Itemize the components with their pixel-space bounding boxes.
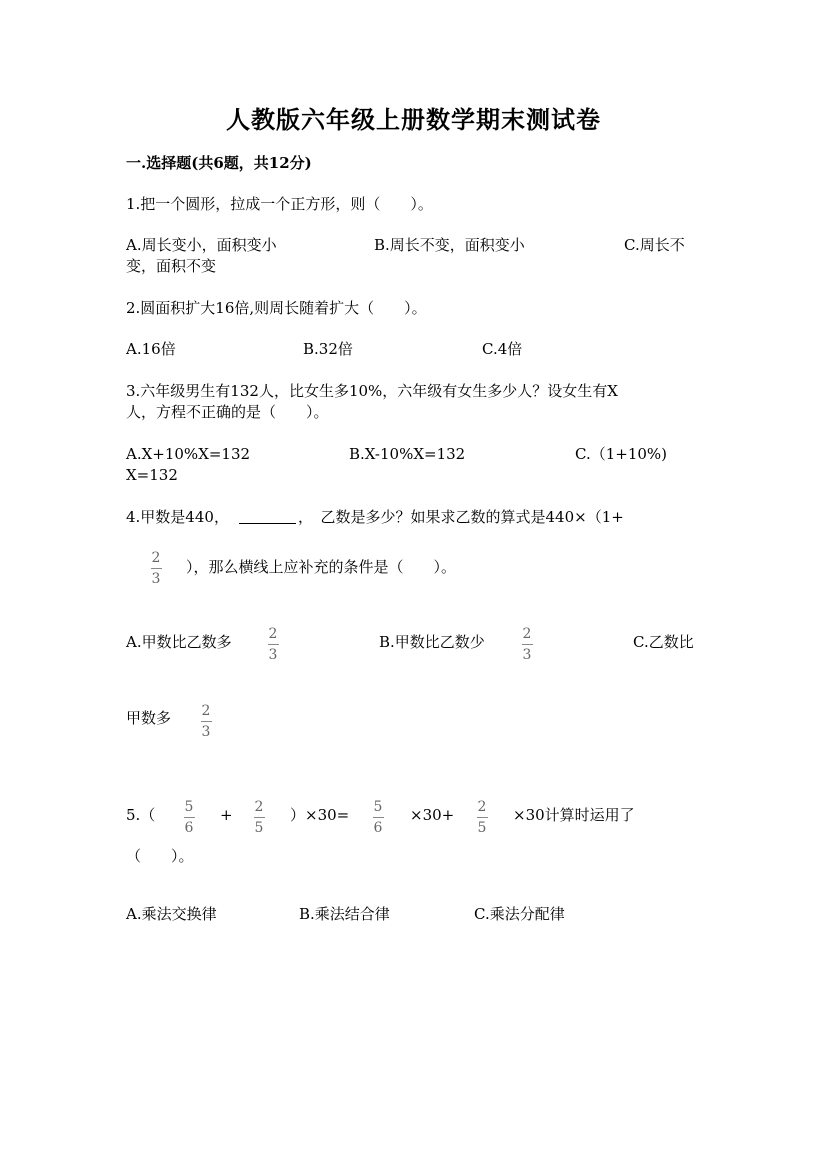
q4-option-c-fraction [199,704,213,739]
fraction-denominator: 3 [268,647,278,663]
q1-stem: 1.把一个圆形，拉成一个正方形，则（ ）。 [126,195,433,213]
q4-stem-part2: ， 乙数是多少？如果求乙数的算式是440×（1+ [298,508,624,526]
fraction-bar [268,644,279,645]
q3-option-c[interactable]: C.（1+10%) [575,445,668,463]
page-title: 人教版六年级上册数学期末测试卷 [226,105,601,134]
q5-fraction-2 [252,800,266,835]
fraction-denominator: 3 [201,724,211,740]
q3-option-b[interactable]: B.X-10%X=132 [349,445,466,463]
q4-stem-line2: ），那么横线上应补充的条件是（ ）。 [186,558,457,576]
fraction-bar [522,644,533,645]
fraction-numerator: 2 [522,626,532,642]
q3-option-c-continued: X=132 [126,466,178,484]
section-heading: 一.选择题(共6题，共12分) [126,154,312,172]
q3-stem-line1: 3.六年级男生有132人，比女生多10%，六年级有女生多少人？设女生有X [126,382,618,400]
q4-option-c[interactable]: C.乙数比 [633,633,694,651]
fraction-numerator: 2 [254,799,264,815]
fraction-bar [373,817,384,818]
fraction-numerator: 2 [268,626,278,642]
q1-option-b[interactable]: B.周长不变，面积变小 [374,236,525,254]
fraction-bar [184,817,195,818]
fraction-denominator: 6 [373,820,383,836]
q2-option-b[interactable]: B.32倍 [303,340,353,358]
q5-fraction-1 [182,800,196,835]
q4-option-a-fraction [266,627,280,662]
fraction-denominator: 3 [151,571,161,587]
fraction-numerator: 2 [201,703,211,719]
q4-option-a[interactable]: A.甲数比乙数多 [126,633,232,651]
fraction-bar [254,817,265,818]
q2-stem: 2.圆面积扩大16倍,则周长随着扩大（ ）。 [126,299,427,317]
q4-fraction [149,551,163,586]
q5-plus: + [220,806,233,824]
q4-fill-blank[interactable] [239,523,296,524]
q4-option-b-fraction [520,627,534,662]
q3-option-a[interactable]: A.X+10%X=132 [126,445,251,463]
q5-option-a[interactable]: A.乘法交换律 [126,905,217,923]
q5-option-c[interactable]: C.乘法分配律 [474,905,565,923]
q5-stem-end: ×30计算时运用了 [513,806,635,824]
fraction-numerator: 2 [477,799,487,815]
q5-fraction-4 [475,800,489,835]
fraction-bar [201,721,212,722]
fraction-denominator: 5 [477,820,487,836]
q4-option-b[interactable]: B.甲数比乙数少 [379,633,485,651]
q4-stem-part1: 4.甲数是440， [126,508,229,526]
fraction-bar [151,568,162,569]
fraction-denominator: 5 [254,820,264,836]
fraction-numerator: 5 [373,799,383,815]
fraction-bar [477,817,488,818]
fraction-numerator: 2 [151,550,161,566]
q5-stem-mid2: ×30+ [410,806,455,824]
fraction-numerator: 5 [184,799,194,815]
fraction-denominator: 3 [522,647,532,663]
q5-stem-open: 5.（ [126,806,156,824]
q3-stem-line2: 人，方程不正确的是（ ）。 [126,403,329,421]
q5-fraction-3 [371,800,385,835]
q1-option-a[interactable]: A.周长变小，面积变小 [126,236,277,254]
q5-stem-mid: ）×30= [290,806,350,824]
q1-option-c-continued: 变，面积不变 [126,257,217,275]
q2-option-a[interactable]: A.16倍 [126,340,176,358]
q5-stem-line2: （ ）。 [126,847,194,865]
q5-option-b[interactable]: B.乘法结合律 [299,905,390,923]
q2-option-c[interactable]: C.4倍 [482,340,523,358]
q4-option-c-continued: 甲数多 [126,709,172,727]
q1-option-c[interactable]: C.周长不 [624,236,685,254]
fraction-denominator: 6 [184,820,194,836]
